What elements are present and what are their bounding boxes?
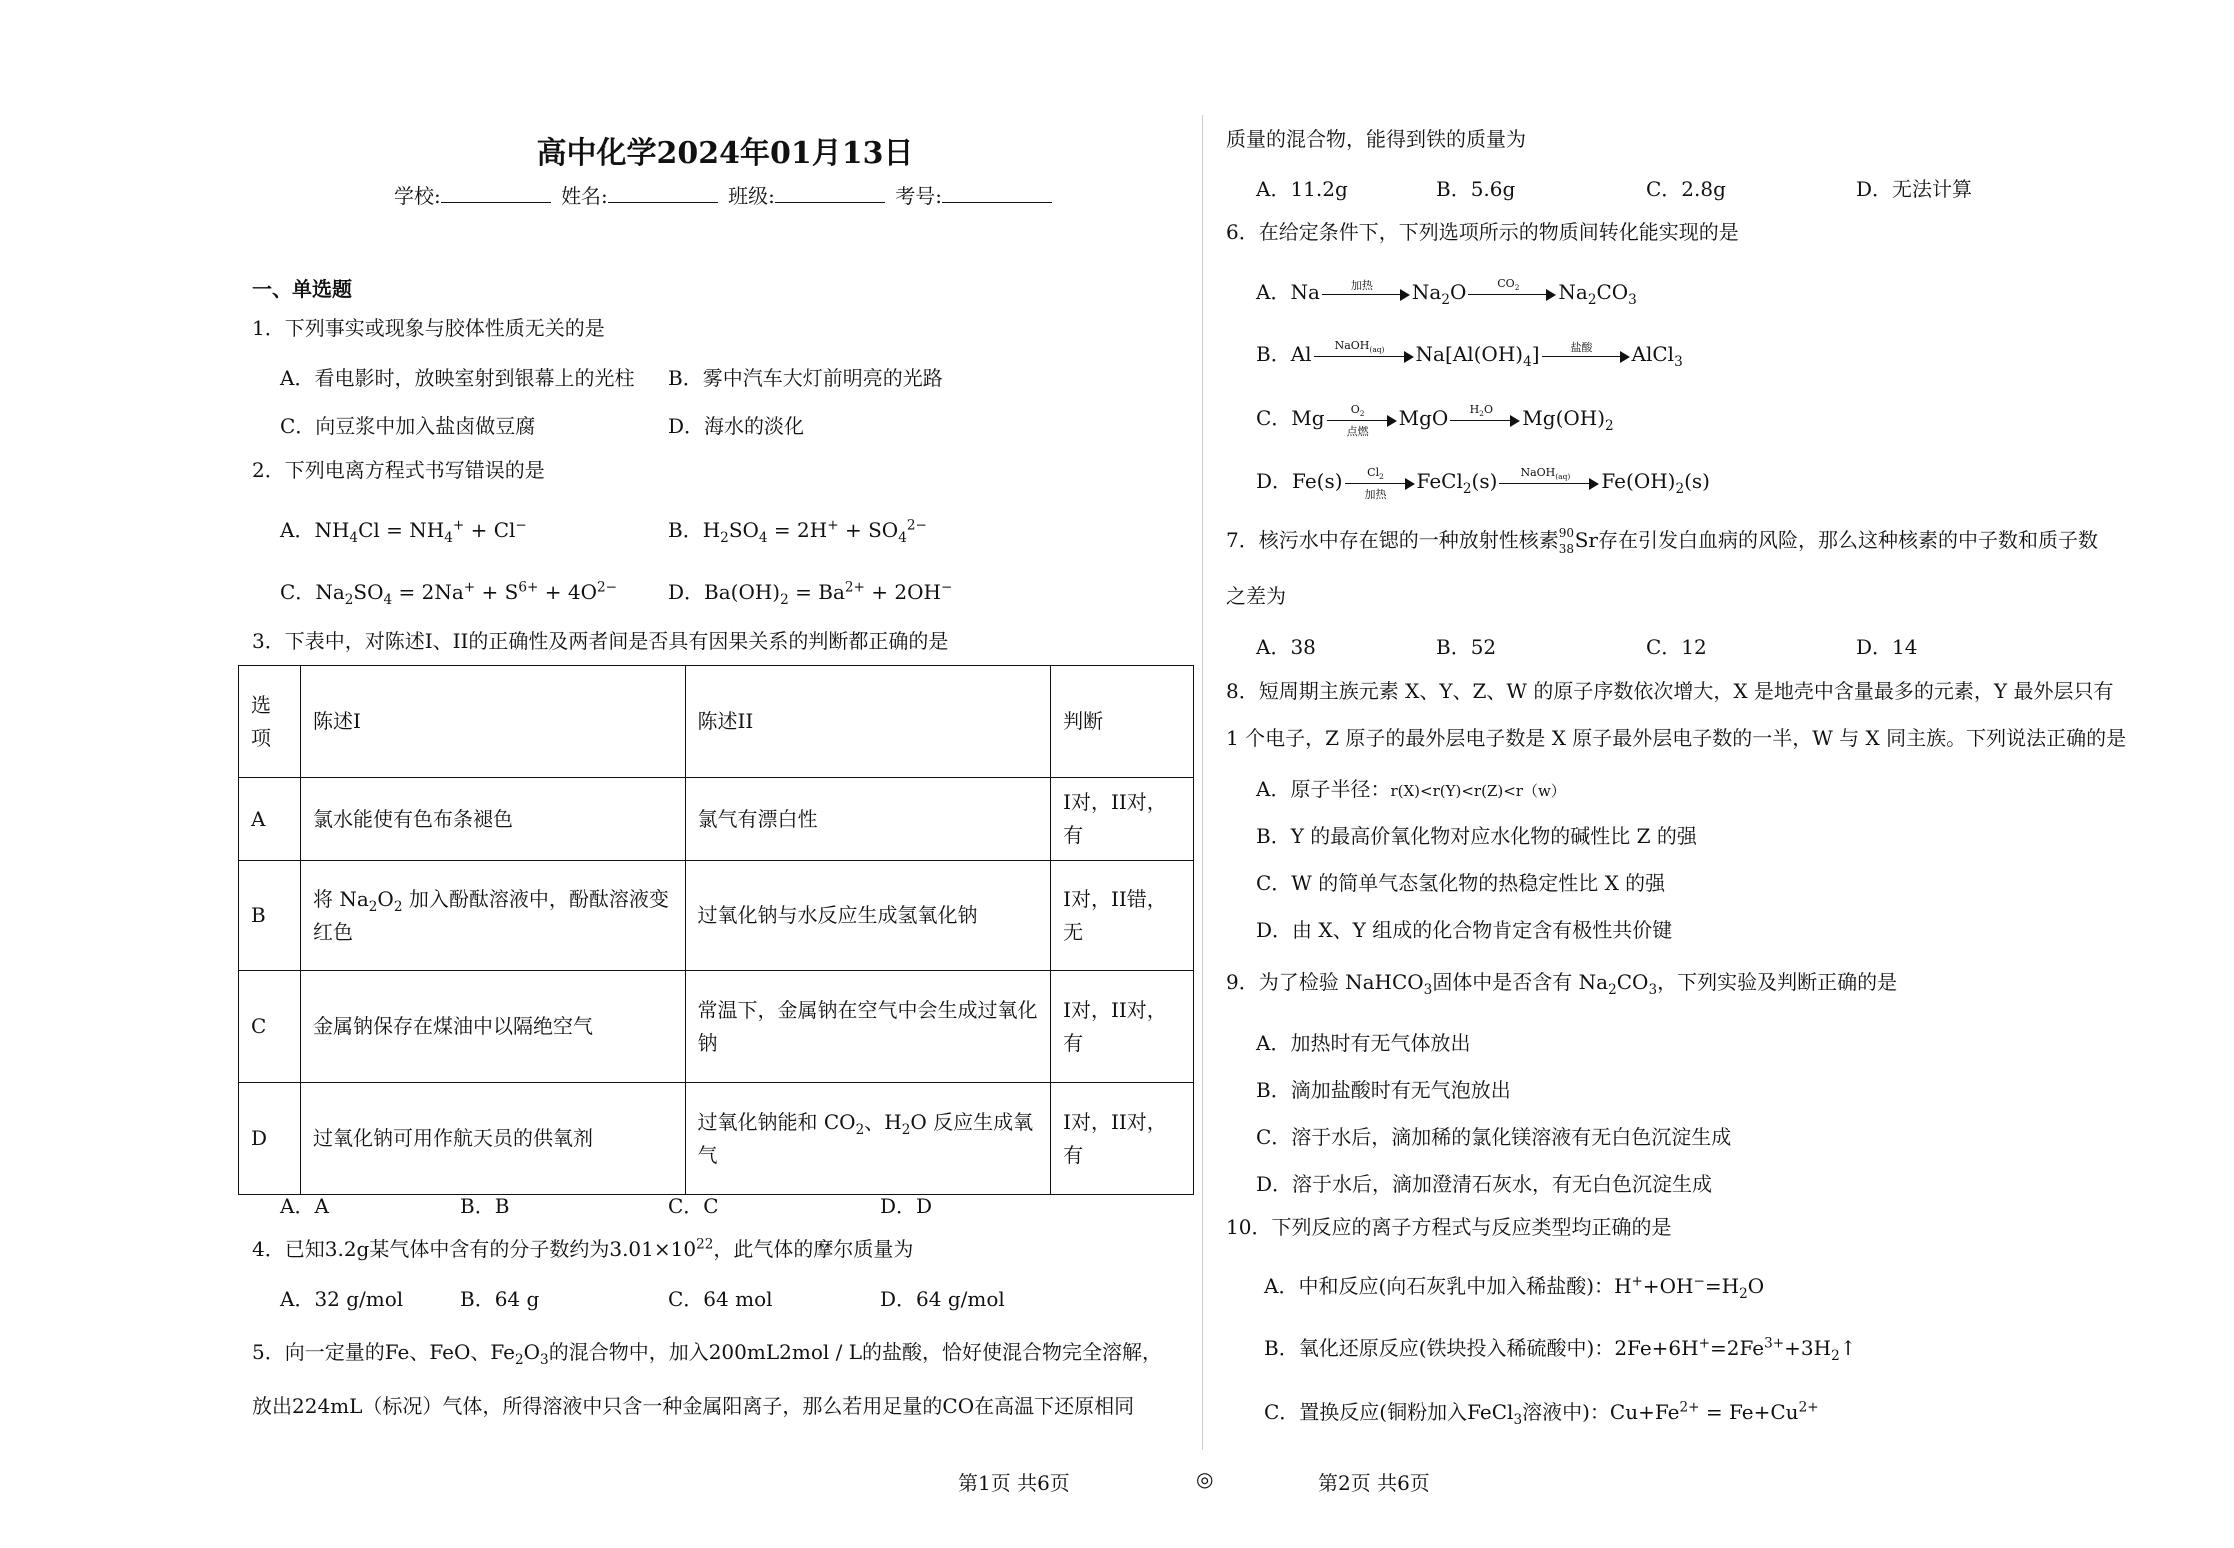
reaction-arrow: 加热	[1322, 283, 1410, 305]
q6-option-a[interactable]: A．Na 加热 $Na_2O$ $CO_2$ $Na_2CO_3$	[1256, 276, 1637, 308]
reaction-arrow: $O_2$ 点燃	[1327, 409, 1397, 431]
q8-option-c[interactable]: C．W 的简单气态氢化物的热稳定性比 X 的强	[1256, 871, 1666, 895]
q10-stem: 10．下列反应的离子方程式与反应类型均正确的是	[1226, 1215, 1672, 1239]
name-field[interactable]	[608, 184, 718, 203]
q6-option-d[interactable]: D．Fe(s) $Cl_2$ 加热 FeCl$_2$(s) NaOH$_{(aq)}$ $Fe(OH)_2(s)$	[1256, 465, 1710, 501]
q2-stem: 2．下列电离方程式书写错误的是	[252, 458, 545, 482]
q4-option-a[interactable]: A．32 g/mol	[280, 1287, 404, 1311]
q9-option-c[interactable]: C．溶于水后，滴加稀的氯化镁溶液有无白色沉淀生成	[1256, 1125, 1732, 1149]
q3-option-b[interactable]: B．B	[460, 1194, 510, 1218]
row-a-option: A	[239, 778, 301, 861]
reaction-arrow: $CO_2$	[1468, 283, 1556, 305]
row-c-judgement: I对，II对，有	[1051, 971, 1194, 1083]
q3-stem: 3．下表中，对陈述I、II的正确性及两者间是否具有因果关系的判断都正确的是	[252, 629, 949, 653]
row-b-statement-1: 将 $Na_2O_2$ 加入酚酞溶液中，酚酞溶液变红色	[300, 861, 685, 971]
table-header-row	[239, 666, 1194, 778]
q10-option-a[interactable]: A．中和反应(向石灰乳中加入稀盐酸)：$H^++OH^-=H_2O$	[1264, 1273, 1765, 1302]
q7-option-a[interactable]: A．38	[1256, 635, 1316, 659]
footer-page-left: 第1页 共6页	[958, 1471, 1070, 1495]
q2-option-d[interactable]: D．$Ba(OH)_2 = Ba^{2+} + 2OH^-$	[668, 579, 953, 608]
reaction-arrow: NaOH$_{(aq)}$	[1499, 472, 1599, 494]
q10-option-b[interactable]: B．氧化还原反应(铁块投入稀硫酸中)：$2Fe+6H^+=2Fe^{3+}+3H_2↑$	[1264, 1335, 1857, 1364]
table-row	[239, 1083, 1194, 1195]
q3-option-d[interactable]: D．D	[880, 1194, 933, 1218]
table-row	[239, 778, 1194, 861]
exam-no-label: 考号:	[895, 184, 943, 208]
q1-option-c[interactable]: C．向豆浆中加入盐卤做豆腐	[280, 414, 536, 438]
q1-option-d[interactable]: D．海水的淡化	[668, 414, 805, 438]
footer-page-right: 第2页 共6页	[1318, 1471, 1430, 1495]
reaction-arrow: $H_2O$	[1450, 409, 1520, 431]
q4-option-c[interactable]: C．64 mol	[668, 1287, 773, 1311]
q5-option-c[interactable]: C．2.8g	[1646, 177, 1726, 201]
q5-option-d[interactable]: D．无法计算	[1856, 177, 1973, 201]
q5-stem-line-3: 质量的混合物，能得到铁的质量为	[1226, 127, 1526, 151]
q5-stem-line-1: 5．向一定量的Fe、FeO、$Fe_2O_3$的混合物中，加入200mL2mol / L的盐酸，恰好使混合物完全溶解，	[252, 1340, 1162, 1368]
q7-stem-line-2: 之差为	[1226, 584, 1286, 608]
header-judgement: 判断	[1051, 666, 1194, 778]
q1-option-b[interactable]: B．雾中汽车大灯前明亮的光路	[668, 366, 943, 390]
q4-option-b[interactable]: B．64 g	[460, 1287, 540, 1311]
page-title: 高中化学2024年01月13日	[536, 136, 914, 171]
q5-option-a[interactable]: A．11.2g	[1256, 177, 1348, 201]
q9-stem: 9．为了检验 NaHCO$_3$固体中是否含有 $Na_2CO_3$，下列实验及判断正确的是	[1226, 970, 1898, 998]
section-heading: 一、单选题	[252, 277, 352, 301]
q3-option-a[interactable]: A．A	[280, 1194, 329, 1218]
q6-stem: 6．在给定条件下，下列选项所示的物质间转化能实现的是	[1226, 220, 1739, 244]
table-row	[239, 861, 1194, 971]
row-d-statement-2: 过氧化钠能和 $CO_2$、$H_2O$ 反应生成氧气	[685, 1083, 1051, 1195]
q2-option-c[interactable]: C．$Na_2SO_4 = 2Na^+ + S^{6+} + 4O^{2-}$	[280, 579, 618, 608]
row-b-judgement: I对，II错，无	[1051, 861, 1194, 971]
table-row	[239, 971, 1194, 1083]
q7-stem-line-1: 7．核污水中存在锶的一种放射性核素 90 38 Sr存在引发白血病的风险，那么这种核素的中子数和质子数	[1226, 525, 2098, 556]
row-d-judgement: I对，II对，有	[1051, 1083, 1194, 1195]
row-a-judgement: I对，II对，有	[1051, 778, 1194, 861]
school-label: 学校:	[393, 184, 441, 208]
q5-option-b[interactable]: B．5.6g	[1436, 177, 1516, 201]
row-d-statement-1: 过氧化钠可用作航天员的供氧剂	[300, 1083, 685, 1195]
q4-stem: 4．已知3.2g某气体中含有的分子数约为$3.01\times 10^{22}$，此气体的摩尔质量为	[252, 1236, 914, 1261]
q8-stem-line-1: 8．短周期主族元素 X、Y、Z、W 的原子序数依次增大，X 是地壳中含量最多的元素，Y 最外层只有	[1226, 679, 2114, 703]
q8-option-b[interactable]: B．Y 的最高价氧化物对应水化物的碱性比 Z 的强	[1256, 824, 1697, 848]
reaction-arrow: 盐酸	[1542, 345, 1630, 367]
header-statement-1: 陈述I	[300, 666, 685, 778]
q7-option-c[interactable]: C．12	[1646, 635, 1707, 659]
reaction-arrow: NaOH$_{(aq)}$	[1314, 345, 1414, 367]
row-b-statement-2: 过氧化钠与水反应生成氢氧化钠	[685, 861, 1051, 971]
q9-option-b[interactable]: B．滴加盐酸时有无气泡放出	[1256, 1078, 1511, 1102]
q2-option-b[interactable]: B．$H_2SO_4 = 2H^+ + SO_4^{2-}$	[668, 517, 927, 546]
q8-stem-line-2: 1 个电子，Z 原子的最外层电子数是 X 原子最外层电子数的一半，W 与 X 同主族。下列说法正确的是	[1226, 726, 2127, 750]
q6-option-c[interactable]: C．Mg $O_2$ 点燃 MgO $H_2O$ $Mg(OH)_2$	[1256, 402, 1614, 438]
row-b-option: B	[239, 861, 301, 971]
q2-option-a[interactable]: A．$NH_4Cl = NH_4^+ + Cl^-$	[280, 517, 527, 546]
q8-option-a[interactable]: A．原子半径：r(X)<r(Y)<r(Z)<r（w）	[1256, 777, 1566, 801]
q7-option-d[interactable]: D．14	[1856, 635, 1918, 659]
header-statement-2: 陈述II	[685, 666, 1051, 778]
column-divider	[1202, 115, 1203, 1450]
row-c-statement-2: 常温下，金属钠在空气中会生成过氧化钠	[685, 971, 1051, 1083]
q1-stem: 1．下列事实或现象与胶体性质无关的是	[252, 316, 605, 340]
q9-option-a[interactable]: A．加热时有无气体放出	[1256, 1031, 1471, 1055]
footer-center-mark: ◎	[1196, 1467, 1214, 1491]
row-c-option: C	[239, 971, 301, 1083]
row-a-statement-1: 氯水能使有色布条褪色	[300, 778, 685, 861]
q1-option-a[interactable]: A．看电影时，放映室射到银幕上的光柱	[280, 366, 635, 390]
q10-option-c[interactable]: C．置换反应(铜粉加入FeCl$_3$溶液中)：$Cu+Fe^{2+} = Fe+Cu^{2+}$	[1264, 1399, 1819, 1428]
reaction-arrow: $Cl_2$ 加热	[1345, 472, 1415, 494]
q3-option-c[interactable]: C．C	[668, 1194, 719, 1218]
q7-option-b[interactable]: B．52	[1436, 635, 1497, 659]
q3-table	[238, 665, 1194, 1195]
row-a-statement-2: 氯气有漂白性	[685, 778, 1051, 861]
exam-no-field[interactable]	[942, 184, 1052, 203]
row-d-option: D	[239, 1083, 301, 1195]
q5-stem-line-2: 放出224mL（标况）气体，所得溶液中只含一种金属阳离子，那么若用足量的CO在高温下还原相同	[252, 1394, 1135, 1418]
row-c-statement-1: 金属钠保存在煤油中以隔绝空气	[300, 971, 685, 1083]
student-info	[250, 180, 1200, 209]
school-field[interactable]	[441, 184, 551, 203]
q9-option-d[interactable]: D．溶于水后，滴加澄清石灰水，有无白色沉淀生成	[1256, 1172, 1713, 1196]
class-field[interactable]	[775, 184, 885, 203]
q4-option-d[interactable]: D．64 g/mol	[880, 1287, 1005, 1311]
name-label: 姓名:	[561, 184, 608, 208]
class-label: 班级:	[728, 184, 775, 208]
q8-option-d[interactable]: D．由 X、Y 组成的化合物肯定含有极性共价键	[1256, 918, 1673, 942]
q6-option-b[interactable]: B．Al NaOH$_{(aq)}$ $Na[Al(OH)_4]$ 盐酸 AlCl$_3$	[1256, 338, 1683, 370]
header-option: 选项	[239, 666, 301, 778]
